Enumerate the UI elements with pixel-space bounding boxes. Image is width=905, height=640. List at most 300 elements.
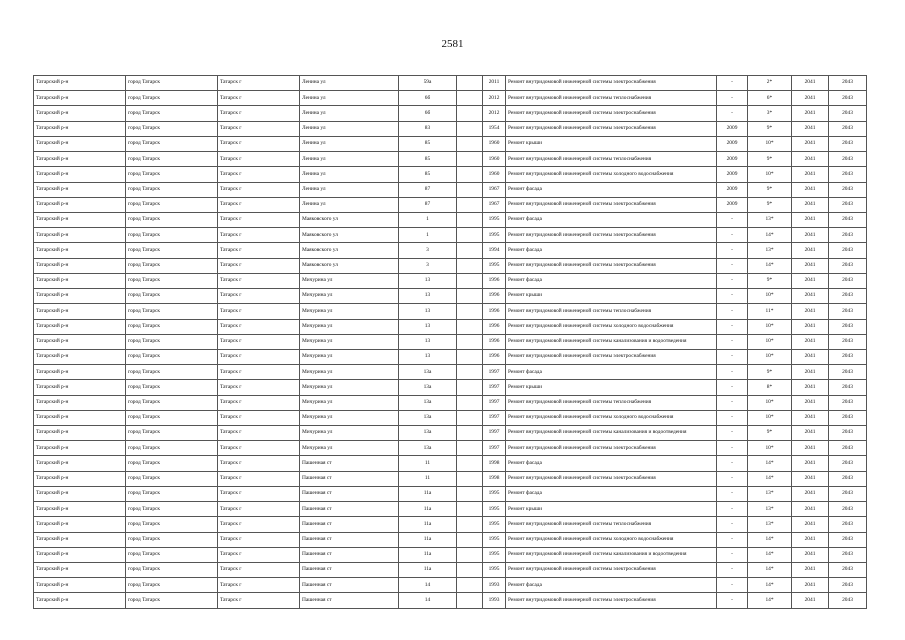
table-row (34, 182, 867, 197)
cell-district: Татарский р-н (34, 91, 126, 106)
cell-district: Татарский р-н (34, 517, 126, 532)
cell-last-repair-year: - (717, 228, 748, 243)
cell-street: Мичурина ул (300, 289, 399, 304)
cell-plan-year-start: 2041 (792, 304, 829, 319)
cell-locality: Татарск г (218, 471, 300, 486)
table-row (34, 152, 867, 167)
cell-district: Татарский р-н (34, 365, 126, 380)
table-row (34, 593, 867, 608)
cell-last-repair-year: - (717, 365, 748, 380)
table-row (34, 289, 867, 304)
table-row (34, 212, 867, 227)
cell-building (457, 152, 483, 167)
table-row (34, 106, 867, 121)
cell-street: Пашенная ст (300, 471, 399, 486)
cell-building (457, 91, 483, 106)
cell-district: Татарский р-н (34, 167, 126, 182)
cell-work-type: Ремонт фасада (506, 456, 717, 471)
cell-plan-year-end: 2043 (829, 121, 867, 136)
cell-municipality: город Татарск (126, 532, 218, 547)
cell-district: Татарский р-н (34, 136, 126, 151)
cell-plan-year-end: 2043 (829, 456, 867, 471)
cell-last-repair-year: 2009 (717, 182, 748, 197)
cell-locality: Татарск г (218, 502, 300, 517)
page-number: 2581 (441, 38, 464, 50)
cell-plan-year-end: 2043 (829, 273, 867, 288)
cell-priority: 9* (748, 426, 792, 441)
cell-work-type: Ремонт внутридомовой инженерной системы канализования и водоотведения (506, 426, 717, 441)
cell-last-repair-year: - (717, 441, 748, 456)
cell-house: 13а (399, 365, 457, 380)
cell-street: Мичурина ул (300, 349, 399, 364)
cell-last-repair-year: - (717, 502, 748, 517)
cell-district: Татарский р-н (34, 152, 126, 167)
cell-municipality: город Татарск (126, 578, 218, 593)
cell-year-built: 1995 (483, 228, 506, 243)
cell-priority: 9* (748, 152, 792, 167)
cell-street: Пашенная ст (300, 593, 399, 608)
cell-building (457, 76, 483, 91)
table-row (34, 547, 867, 562)
cell-plan-year-start: 2041 (792, 349, 829, 364)
cell-district: Татарский р-н (34, 289, 126, 304)
cell-building (457, 426, 483, 441)
cell-house: 6б (399, 91, 457, 106)
cell-work-type: Ремонт внутридомовой инженерной системы теплоснабжения (506, 152, 717, 167)
cell-last-repair-year: - (717, 563, 748, 578)
cell-work-type: Ремонт внутридомовой инженерной системы теплоснабжения (506, 517, 717, 532)
cell-street: Ленина ул (300, 167, 399, 182)
cell-last-repair-year: - (717, 319, 748, 334)
table-row (34, 563, 867, 578)
cell-municipality: город Татарск (126, 258, 218, 273)
cell-plan-year-start: 2041 (792, 471, 829, 486)
cell-plan-year-start: 2041 (792, 517, 829, 532)
table-row (34, 319, 867, 334)
table-row (34, 380, 867, 395)
cell-plan-year-start: 2041 (792, 106, 829, 121)
cell-building (457, 334, 483, 349)
cell-locality: Татарск г (218, 380, 300, 395)
cell-district: Татарский р-н (34, 426, 126, 441)
cell-plan-year-end: 2043 (829, 212, 867, 227)
cell-municipality: город Татарск (126, 91, 218, 106)
cell-building (457, 258, 483, 273)
table-row (34, 349, 867, 364)
cell-priority: 14* (748, 228, 792, 243)
cell-last-repair-year: 2009 (717, 136, 748, 151)
cell-locality: Татарск г (218, 136, 300, 151)
cell-priority: 10* (748, 136, 792, 151)
cell-municipality: город Татарск (126, 289, 218, 304)
cell-house: 11 (399, 471, 457, 486)
cell-district: Татарский р-н (34, 578, 126, 593)
cell-plan-year-start: 2041 (792, 563, 829, 578)
cell-district: Татарский р-н (34, 441, 126, 456)
cell-year-built: 1996 (483, 273, 506, 288)
cell-priority: 14* (748, 258, 792, 273)
cell-building (457, 349, 483, 364)
cell-district: Татарский р-н (34, 456, 126, 471)
cell-last-repair-year: - (717, 212, 748, 227)
cell-work-type: Ремонт внутридомовой инженерной системы электроснабжения (506, 471, 717, 486)
table-row (34, 304, 867, 319)
cell-municipality: город Татарск (126, 136, 218, 151)
cell-priority: 13* (748, 486, 792, 501)
cell-plan-year-end: 2043 (829, 182, 867, 197)
cell-plan-year-end: 2043 (829, 106, 867, 121)
cell-building (457, 243, 483, 258)
cell-street: Пашенная ст (300, 502, 399, 517)
cell-last-repair-year: - (717, 273, 748, 288)
cell-plan-year-start: 2041 (792, 258, 829, 273)
cell-municipality: город Татарск (126, 365, 218, 380)
table-row (34, 471, 867, 486)
cell-locality: Татарск г (218, 365, 300, 380)
cell-building (457, 228, 483, 243)
cell-work-type: Ремонт крыши (506, 502, 717, 517)
cell-street: Ленина ул (300, 106, 399, 121)
cell-street: Пашенная ст (300, 578, 399, 593)
cell-year-built: 1960 (483, 167, 506, 182)
cell-street: Мичурина ул (300, 426, 399, 441)
cell-year-built: 1997 (483, 426, 506, 441)
cell-locality: Татарск г (218, 563, 300, 578)
cell-priority: 14* (748, 532, 792, 547)
cell-municipality: город Татарск (126, 410, 218, 425)
cell-plan-year-end: 2043 (829, 410, 867, 425)
cell-work-type: Ремонт фасада (506, 578, 717, 593)
cell-year-built: 2012 (483, 91, 506, 106)
cell-plan-year-end: 2043 (829, 426, 867, 441)
cell-plan-year-end: 2043 (829, 593, 867, 608)
table-row (34, 502, 867, 517)
cell-street: Маяковского ул (300, 258, 399, 273)
cell-district: Татарский р-н (34, 243, 126, 258)
cell-house: 83 (399, 121, 457, 136)
cell-last-repair-year: - (717, 395, 748, 410)
cell-year-built: 1993 (483, 593, 506, 608)
cell-building (457, 502, 483, 517)
cell-work-type: Ремонт внутридомовой инженерной системы холодного водоснабжения (506, 532, 717, 547)
cell-last-repair-year: - (717, 349, 748, 364)
cell-year-built: 1967 (483, 182, 506, 197)
cell-house: 87 (399, 197, 457, 212)
cell-work-type: Ремонт внутридомовой инженерной системы канализования и водоотведения (506, 547, 717, 562)
cell-last-repair-year: - (717, 243, 748, 258)
cell-last-repair-year: - (717, 258, 748, 273)
cell-house: 59а (399, 76, 457, 91)
table-row (34, 410, 867, 425)
table-body (34, 76, 867, 609)
cell-municipality: город Татарск (126, 182, 218, 197)
cell-work-type: Ремонт внутридомовой инженерной системы электроснабжения (506, 563, 717, 578)
cell-locality: Татарск г (218, 182, 300, 197)
cell-municipality: город Татарск (126, 167, 218, 182)
cell-district: Татарский р-н (34, 471, 126, 486)
cell-municipality: город Татарск (126, 76, 218, 91)
cell-street: Мичурина ул (300, 334, 399, 349)
cell-plan-year-end: 2043 (829, 395, 867, 410)
cell-plan-year-start: 2041 (792, 152, 829, 167)
cell-street: Маяковского ул (300, 228, 399, 243)
cell-municipality: город Татарск (126, 441, 218, 456)
cell-plan-year-start: 2041 (792, 319, 829, 334)
cell-work-type: Ремонт внутридомовой инженерной системы электроснабжения (506, 258, 717, 273)
cell-work-type: Ремонт внутридомовой инженерной системы электроснабжения (506, 106, 717, 121)
repair-schedule-table (33, 75, 867, 609)
cell-municipality: город Татарск (126, 273, 218, 288)
cell-work-type: Ремонт внутридомовой инженерной системы холодного водоснабжения (506, 167, 717, 182)
cell-priority: 14* (748, 456, 792, 471)
cell-building (457, 578, 483, 593)
cell-last-repair-year: - (717, 426, 748, 441)
cell-building (457, 563, 483, 578)
cell-street: Мичурина ул (300, 395, 399, 410)
cell-priority: 13* (748, 212, 792, 227)
cell-last-repair-year: - (717, 532, 748, 547)
cell-plan-year-start: 2041 (792, 136, 829, 151)
cell-locality: Татарск г (218, 289, 300, 304)
cell-house: 11 (399, 456, 457, 471)
cell-building (457, 365, 483, 380)
cell-priority: 10* (748, 349, 792, 364)
cell-municipality: город Татарск (126, 426, 218, 441)
cell-district: Татарский р-н (34, 380, 126, 395)
cell-work-type: Ремонт внутридомовой инженерной системы канализования и водоотведения (506, 334, 717, 349)
cell-plan-year-start: 2041 (792, 243, 829, 258)
cell-municipality: город Татарск (126, 334, 218, 349)
cell-district: Татарский р-н (34, 76, 126, 91)
cell-building (457, 167, 483, 182)
cell-locality: Татарск г (218, 441, 300, 456)
cell-year-built: 1995 (483, 258, 506, 273)
cell-district: Татарский р-н (34, 304, 126, 319)
cell-plan-year-end: 2043 (829, 547, 867, 562)
cell-priority: 14* (748, 471, 792, 486)
cell-locality: Татарск г (218, 456, 300, 471)
table-row (34, 395, 867, 410)
cell-municipality: город Татарск (126, 121, 218, 136)
cell-street: Пашенная ст (300, 532, 399, 547)
cell-street: Ленина ул (300, 182, 399, 197)
table-row (34, 121, 867, 136)
cell-street: Пашенная ст (300, 456, 399, 471)
cell-year-built: 1998 (483, 471, 506, 486)
cell-year-built: 1996 (483, 289, 506, 304)
cell-locality: Татарск г (218, 212, 300, 227)
cell-street: Ленина ул (300, 152, 399, 167)
cell-house: 11а (399, 547, 457, 562)
cell-work-type: Ремонт внутридомовой инженерной системы электроснабжения (506, 76, 717, 91)
cell-priority: 10* (748, 319, 792, 334)
cell-work-type: Ремонт фасада (506, 273, 717, 288)
table-row (34, 76, 867, 91)
cell-building (457, 289, 483, 304)
cell-priority: 9* (748, 365, 792, 380)
cell-last-repair-year: - (717, 593, 748, 608)
cell-house: 11а (399, 517, 457, 532)
cell-work-type: Ремонт крыши (506, 136, 717, 151)
cell-street: Мичурина ул (300, 410, 399, 425)
cell-work-type: Ремонт внутридомовой инженерной системы электроснабжения (506, 593, 717, 608)
cell-year-built: 1996 (483, 334, 506, 349)
cell-work-type: Ремонт фасада (506, 365, 717, 380)
cell-work-type: Ремонт фасада (506, 212, 717, 227)
cell-plan-year-start: 2041 (792, 380, 829, 395)
cell-street: Ленина ул (300, 76, 399, 91)
cell-building (457, 517, 483, 532)
cell-priority: 6* (748, 91, 792, 106)
cell-locality: Татарск г (218, 167, 300, 182)
cell-year-built: 1995 (483, 502, 506, 517)
cell-house: 13а (399, 410, 457, 425)
cell-last-repair-year: - (717, 517, 748, 532)
cell-house: 1 (399, 212, 457, 227)
cell-priority: 10* (748, 441, 792, 456)
cell-plan-year-start: 2041 (792, 334, 829, 349)
cell-priority: 10* (748, 410, 792, 425)
cell-building (457, 136, 483, 151)
table-row (34, 456, 867, 471)
cell-plan-year-start: 2041 (792, 502, 829, 517)
cell-municipality: город Татарск (126, 319, 218, 334)
cell-district: Татарский р-н (34, 182, 126, 197)
cell-plan-year-start: 2041 (792, 410, 829, 425)
table-row (34, 243, 867, 258)
cell-street: Ленина ул (300, 91, 399, 106)
cell-building (457, 380, 483, 395)
cell-locality: Татарск г (218, 152, 300, 167)
cell-plan-year-end: 2043 (829, 319, 867, 334)
cell-building (457, 471, 483, 486)
cell-plan-year-end: 2043 (829, 502, 867, 517)
cell-plan-year-end: 2043 (829, 152, 867, 167)
cell-plan-year-start: 2041 (792, 167, 829, 182)
cell-year-built: 1997 (483, 395, 506, 410)
cell-house: 11а (399, 532, 457, 547)
cell-last-repair-year: - (717, 410, 748, 425)
cell-district: Татарский р-н (34, 212, 126, 227)
cell-work-type: Ремонт внутридомовой инженерной системы электроснабжения (506, 197, 717, 212)
cell-plan-year-start: 2041 (792, 593, 829, 608)
cell-priority: 8* (748, 380, 792, 395)
cell-plan-year-start: 2041 (792, 426, 829, 441)
cell-work-type: Ремонт фасада (506, 243, 717, 258)
cell-last-repair-year: - (717, 334, 748, 349)
cell-plan-year-start: 2041 (792, 182, 829, 197)
cell-priority: 10* (748, 334, 792, 349)
cell-year-built: 1995 (483, 517, 506, 532)
cell-locality: Татарск г (218, 197, 300, 212)
cell-priority: 11* (748, 304, 792, 319)
cell-priority: 14* (748, 578, 792, 593)
table-row (34, 91, 867, 106)
cell-plan-year-end: 2043 (829, 517, 867, 532)
cell-building (457, 410, 483, 425)
cell-priority: 2* (748, 76, 792, 91)
cell-plan-year-start: 2041 (792, 76, 829, 91)
cell-street: Маяковского ул (300, 243, 399, 258)
cell-street: Мичурина ул (300, 304, 399, 319)
cell-street: Пашенная ст (300, 563, 399, 578)
cell-house: 85 (399, 152, 457, 167)
cell-year-built: 1996 (483, 349, 506, 364)
cell-year-built: 1993 (483, 578, 506, 593)
cell-building (457, 395, 483, 410)
cell-work-type: Ремонт внутридомовой инженерной системы теплоснабжения (506, 304, 717, 319)
cell-plan-year-end: 2043 (829, 258, 867, 273)
cell-locality: Татарск г (218, 349, 300, 364)
table-row (34, 426, 867, 441)
cell-house: 85 (399, 167, 457, 182)
cell-work-type: Ремонт внутридомовой инженерной системы холодного водоснабжения (506, 319, 717, 334)
cell-municipality: город Татарск (126, 197, 218, 212)
cell-building (457, 486, 483, 501)
cell-year-built: 1997 (483, 441, 506, 456)
table-row (34, 197, 867, 212)
cell-house: 14 (399, 593, 457, 608)
cell-plan-year-start: 2041 (792, 91, 829, 106)
cell-work-type: Ремонт внутридомовой инженерной системы электроснабжения (506, 441, 717, 456)
cell-work-type: Ремонт внутридомовой инженерной системы теплоснабжения (506, 395, 717, 410)
table-row (34, 136, 867, 151)
cell-last-repair-year: - (717, 486, 748, 501)
cell-priority: 13* (748, 502, 792, 517)
cell-last-repair-year: - (717, 106, 748, 121)
cell-municipality: город Татарск (126, 106, 218, 121)
cell-year-built: 1998 (483, 456, 506, 471)
cell-municipality: город Татарск (126, 243, 218, 258)
cell-locality: Татарск г (218, 395, 300, 410)
cell-locality: Татарск г (218, 273, 300, 288)
cell-district: Татарский р-н (34, 273, 126, 288)
cell-work-type: Ремонт внутридомовой инженерной системы теплоснабжения (506, 91, 717, 106)
cell-work-type: Ремонт внутридомовой инженерной системы электроснабжения (506, 349, 717, 364)
cell-work-type: Ремонт крыши (506, 380, 717, 395)
cell-house: 85 (399, 136, 457, 151)
cell-work-type: Ремонт внутридомовой инженерной системы электроснабжения (506, 121, 717, 136)
cell-locality: Татарск г (218, 593, 300, 608)
cell-district: Татарский р-н (34, 349, 126, 364)
cell-municipality: город Татарск (126, 152, 218, 167)
cell-locality: Татарск г (218, 578, 300, 593)
cell-year-built: 1954 (483, 121, 506, 136)
cell-street: Пашенная ст (300, 547, 399, 562)
cell-district: Татарский р-н (34, 502, 126, 517)
cell-locality: Татарск г (218, 228, 300, 243)
cell-locality: Татарск г (218, 258, 300, 273)
cell-work-type: Ремонт фасада (506, 182, 717, 197)
cell-building (457, 121, 483, 136)
cell-plan-year-end: 2043 (829, 380, 867, 395)
cell-plan-year-start: 2041 (792, 578, 829, 593)
cell-plan-year-start: 2041 (792, 441, 829, 456)
cell-municipality: город Татарск (126, 395, 218, 410)
cell-municipality: город Татарск (126, 380, 218, 395)
cell-plan-year-start: 2041 (792, 395, 829, 410)
cell-plan-year-start: 2041 (792, 532, 829, 547)
cell-house: 11а (399, 502, 457, 517)
cell-street: Пашенная ст (300, 486, 399, 501)
cell-plan-year-end: 2043 (829, 334, 867, 349)
cell-year-built: 1995 (483, 563, 506, 578)
cell-priority: 10* (748, 167, 792, 182)
cell-district: Татарский р-н (34, 593, 126, 608)
cell-locality: Татарск г (218, 76, 300, 91)
cell-last-repair-year: - (717, 380, 748, 395)
cell-plan-year-start: 2041 (792, 365, 829, 380)
